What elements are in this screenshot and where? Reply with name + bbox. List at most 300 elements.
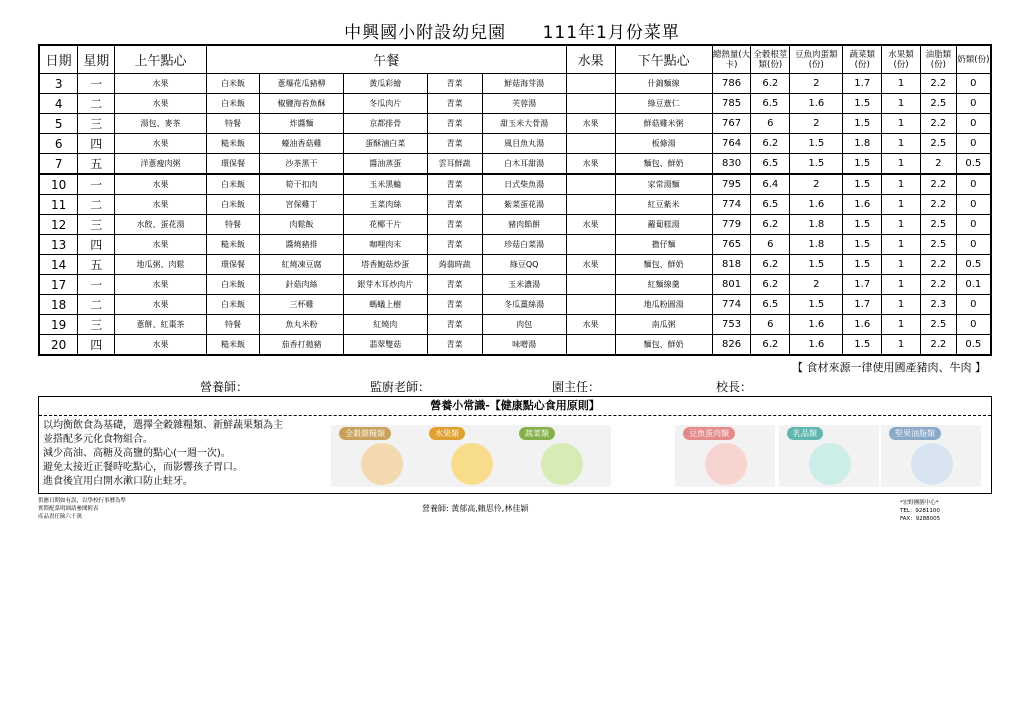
lunch-veg: 青菜: [427, 94, 482, 114]
am-snack: 湯包、麥茶: [115, 114, 207, 134]
fruit: [566, 195, 615, 215]
fruit-portion: 1: [882, 275, 921, 295]
day-date: 19: [39, 315, 78, 335]
food-group-card: [675, 425, 775, 487]
lunch-main: 蔥爆花瓜豬柳: [260, 74, 344, 94]
col-grain: 全穀根莖類(份): [751, 45, 790, 74]
am-snack: 水果: [115, 94, 207, 114]
lunch-main: 魚丸米粉: [260, 315, 344, 335]
calories: 795: [712, 174, 751, 195]
food-group-card: [779, 425, 879, 487]
lunch-main: 針菇肉絲: [260, 275, 344, 295]
sign-supervisor: 監廚老師：: [370, 380, 431, 394]
fruit-portion: 1: [882, 114, 921, 134]
menu-row: [39, 94, 991, 114]
food-group-illustration-icon: [705, 443, 747, 485]
lunch-main: 肉鬆飯: [260, 215, 344, 235]
fruit: [566, 335, 615, 356]
am-snack: 水果: [115, 195, 207, 215]
veg-portion: 1.6: [843, 315, 882, 335]
oil-portion: 2.5: [920, 134, 956, 154]
am-snack: 水餃、蛋花湯: [115, 215, 207, 235]
food-group-card: [331, 425, 431, 487]
lunch-side: 螞蟻上樹: [343, 295, 427, 315]
protein-portion: 1.5: [790, 154, 843, 175]
grain-portion: 6.2: [751, 335, 790, 356]
sign-dietitian: 營養師：: [200, 380, 249, 394]
lunch-soup: 白木耳甜湯: [482, 154, 566, 175]
lunch-side: 玉菜肉絲: [343, 195, 427, 215]
day-weekday: 二: [78, 94, 115, 114]
day-weekday: 二: [78, 195, 115, 215]
menu-table: [38, 44, 992, 356]
pm-snack: 麵包、鮮奶: [615, 335, 712, 356]
fruit: 水果: [566, 114, 615, 134]
day-weekday: 三: [78, 215, 115, 235]
fruit-portion: 1: [882, 295, 921, 315]
protein-portion: 2: [790, 114, 843, 134]
lunch-soup: 芙蓉湯: [482, 94, 566, 114]
oil-portion: 2.3: [920, 295, 956, 315]
fruit-portion: 1: [882, 174, 921, 195]
veg-portion: 1.5: [843, 174, 882, 195]
lunch-staple: 糙米飯: [207, 235, 260, 255]
menu-row: [39, 174, 991, 195]
menu-row: [39, 134, 991, 154]
food-group-illustration-icon: [451, 443, 493, 485]
day-weekday: 三: [78, 114, 115, 134]
calories: 753: [712, 315, 751, 335]
milk-portion: 0.5: [956, 335, 991, 356]
fruit-portion: 1: [882, 154, 921, 175]
lunch-main: 筍干扣肉: [260, 174, 344, 195]
lunch-side: 花椰干片: [343, 215, 427, 235]
day-date: 5: [39, 114, 78, 134]
lunch-veg: 雲耳鮮蔬: [427, 154, 482, 175]
caterer-name: *宏野團膳中心*: [900, 500, 939, 506]
pm-snack: 家常湯麵: [615, 174, 712, 195]
day-date: 10: [39, 174, 78, 195]
fruit: [566, 134, 615, 154]
lunch-main: 紅燒凍豆腐: [260, 255, 344, 275]
lunch-side: 咖哩肉末: [343, 235, 427, 255]
lunch-veg: 青菜: [427, 174, 482, 195]
lunch-main: 蠔油香菇雞: [260, 134, 344, 154]
protein-portion: 2: [790, 174, 843, 195]
menu-row: [39, 295, 991, 315]
food-group-illustration-icon: [361, 443, 403, 485]
day-weekday: 一: [78, 174, 115, 195]
grain-portion: 6.2: [751, 74, 790, 94]
pm-snack: 南瓜粥: [615, 315, 712, 335]
lunch-side: 蛋酥滷白菜: [343, 134, 427, 154]
pm-snack: 板條湯: [615, 134, 712, 154]
food-group-card: [421, 425, 521, 487]
menu-month: 111年1月份菜單: [542, 23, 680, 43]
col-date: 日期: [39, 45, 78, 74]
protein-portion: 1.6: [790, 335, 843, 356]
lunch-veg: 青菜: [427, 235, 482, 255]
day-weekday: 三: [78, 315, 115, 335]
ingredient-source-note: 【 食材來源一律使用國產豬肉、牛肉 】: [792, 361, 986, 374]
milk-portion: 0.1: [956, 275, 991, 295]
pm-snack: 擔仔麵: [615, 235, 712, 255]
oil-portion: 2.5: [920, 215, 956, 235]
caterer-tel: TEL：9281100: [900, 508, 940, 514]
day-weekday: 五: [78, 154, 115, 175]
pm-snack: 什錦麵線: [615, 74, 712, 94]
oil-portion: 2.2: [920, 195, 956, 215]
caterer-fax: FAX：9288005: [900, 516, 941, 522]
menu-row: [39, 275, 991, 295]
veg-portion: 1.7: [843, 275, 882, 295]
day-date: 13: [39, 235, 78, 255]
col-lunch: 午餐: [207, 45, 567, 74]
lunch-main: 宮保雞丁: [260, 195, 344, 215]
fruit: [566, 235, 615, 255]
oil-portion: 2.5: [920, 94, 956, 114]
lunch-veg: 青菜: [427, 215, 482, 235]
col-fruit: 水果: [566, 45, 615, 74]
calories: 786: [712, 74, 751, 94]
fruit: 水果: [566, 315, 615, 335]
pm-snack: 綠豆薏仁: [615, 94, 712, 114]
oil-portion: 2.5: [920, 235, 956, 255]
lunch-side: 玉米黑輪: [343, 174, 427, 195]
footer-right: [900, 499, 940, 523]
calories: 765: [712, 235, 751, 255]
milk-portion: 0.5: [956, 154, 991, 175]
lunch-soup: 珍菇白菜湯: [482, 235, 566, 255]
lunch-veg: 青菜: [427, 335, 482, 356]
lunch-staple: 特餐: [207, 215, 260, 235]
lunch-veg: 青菜: [427, 295, 482, 315]
grain-portion: 6: [751, 235, 790, 255]
lunch-side: 醬油蒸蛋: [343, 154, 427, 175]
fruit: 水果: [566, 154, 615, 175]
protein-portion: 1.6: [790, 94, 843, 114]
calories: 779: [712, 215, 751, 235]
lunch-staple: 特餐: [207, 315, 260, 335]
am-snack: 水果: [115, 235, 207, 255]
milk-portion: 0.5: [956, 255, 991, 275]
day-weekday: 五: [78, 255, 115, 275]
lunch-side: 塔香鮑菇炒蛋: [343, 255, 427, 275]
am-snack: 水果: [115, 174, 207, 195]
milk-portion: 0: [956, 94, 991, 114]
fruit-portion: 1: [882, 215, 921, 235]
milk-portion: 0: [956, 114, 991, 134]
day-date: 14: [39, 255, 78, 275]
menu-row: [39, 114, 991, 134]
milk-portion: 0: [956, 235, 991, 255]
footer-note: 產品責任險六千萬: [38, 514, 83, 520]
page-title: [0, 18, 1024, 43]
milk-portion: 0: [956, 174, 991, 195]
header-row: [39, 45, 991, 74]
day-date: 6: [39, 134, 78, 154]
am-snack: 水果: [115, 134, 207, 154]
veg-portion: 1.5: [843, 335, 882, 356]
lunch-staple: 環保餐: [207, 255, 260, 275]
col-oil: 油脂類(份): [920, 45, 956, 74]
veg-portion: 1.5: [843, 114, 882, 134]
day-date: 11: [39, 195, 78, 215]
pm-snack: 鮮菇雞米粥: [615, 114, 712, 134]
day-date: 20: [39, 335, 78, 356]
lunch-staple: 白米飯: [207, 295, 260, 315]
veg-portion: 1.5: [843, 235, 882, 255]
am-snack: 水果: [115, 74, 207, 94]
milk-portion: 0: [956, 195, 991, 215]
lunch-main: 炸醬麵: [260, 114, 344, 134]
lunch-soup: 風目魚丸湯: [482, 134, 566, 154]
col-protein: 豆魚肉蛋類(份): [790, 45, 843, 74]
protein-portion: 1.5: [790, 255, 843, 275]
menu-row: [39, 235, 991, 255]
lunch-main: 醬燒豬排: [260, 235, 344, 255]
am-snack: 水果: [115, 335, 207, 356]
tip-line: 以均衡飲食為基礎，選擇全穀雜糧類、新鮮蔬果類為主: [43, 420, 283, 431]
oil-portion: 2.2: [920, 255, 956, 275]
food-group-label: 豆魚蛋肉類: [683, 427, 735, 440]
col-fruit-portion: 水果類(份): [882, 45, 921, 74]
pm-snack: 地瓜粉圓湯: [615, 295, 712, 315]
veg-portion: 1.6: [843, 195, 882, 215]
day-date: 17: [39, 275, 78, 295]
fruit-portion: 1: [882, 235, 921, 255]
oil-portion: 2.2: [920, 335, 956, 356]
pm-snack: 蘿蔔糕湯: [615, 215, 712, 235]
calories: 801: [712, 275, 751, 295]
grain-portion: 6.5: [751, 94, 790, 114]
calories: 785: [712, 94, 751, 114]
lunch-veg: 青菜: [427, 134, 482, 154]
lunch-soup: 玉米濃湯: [482, 275, 566, 295]
protein-portion: 1.8: [790, 235, 843, 255]
col-veg: 蔬菜類(份): [843, 45, 882, 74]
lunch-main: 椒鹽海苔魚酥: [260, 94, 344, 114]
tips-text: [43, 419, 283, 489]
lunch-staple: 白米飯: [207, 275, 260, 295]
grain-portion: 6.2: [751, 275, 790, 295]
protein-portion: 1.6: [790, 315, 843, 335]
sign-director: 園主任：: [552, 380, 601, 394]
food-group-illustration-icon: [809, 443, 851, 485]
fruit-portion: 1: [882, 94, 921, 114]
grain-portion: 6.2: [751, 215, 790, 235]
lunch-staple: 白米飯: [207, 174, 260, 195]
oil-portion: 2.2: [920, 74, 956, 94]
lunch-main: 沙茶黑干: [260, 154, 344, 175]
veg-portion: 1.5: [843, 255, 882, 275]
day-date: 7: [39, 154, 78, 175]
fruit: [566, 275, 615, 295]
fruit-portion: 1: [882, 134, 921, 154]
pm-snack: 麵包、鮮奶: [615, 154, 712, 175]
lunch-soup: 綠豆QQ: [482, 255, 566, 275]
day-weekday: 四: [78, 335, 115, 356]
menu-row: [39, 74, 991, 94]
lunch-staple: 特餐: [207, 114, 260, 134]
tip-line: 避免太接近正餐時吃點心，而影響孩子胃口。: [43, 462, 243, 473]
oil-portion: 2.2: [920, 174, 956, 195]
nutrition-tips-box: [38, 396, 992, 494]
lunch-soup: 冬瓜薑絲湯: [482, 295, 566, 315]
fruit: [566, 174, 615, 195]
day-weekday: 四: [78, 235, 115, 255]
lunch-soup: 日式柴魚湯: [482, 174, 566, 195]
menu-row: [39, 315, 991, 335]
am-snack: 洋蔥瘦肉粥: [115, 154, 207, 175]
veg-portion: 1.5: [843, 94, 882, 114]
veg-portion: 1.8: [843, 134, 882, 154]
day-weekday: 二: [78, 295, 115, 315]
lunch-side: 冬瓜肉片: [343, 94, 427, 114]
lunch-side: 翡翠雙菇: [343, 335, 427, 356]
veg-portion: 1.7: [843, 74, 882, 94]
day-date: 4: [39, 94, 78, 114]
lunch-staple: 環保餐: [207, 154, 260, 175]
school-name: 中興國小附設幼兒園: [344, 23, 507, 43]
protein-portion: 2: [790, 275, 843, 295]
lunch-staple: 白米飯: [207, 74, 260, 94]
lunch-staple: 糙米飯: [207, 134, 260, 154]
milk-portion: 0: [956, 74, 991, 94]
oil-portion: 2.2: [920, 275, 956, 295]
food-group-label: 全穀雜糧類: [339, 427, 391, 440]
footer-note: 供應日期如有誤，以學校行事曆為準: [38, 498, 127, 504]
fruit: [566, 94, 615, 114]
oil-portion: 2.5: [920, 315, 956, 335]
food-group-illustration-icon: [541, 443, 583, 485]
food-group-label: 堅果油脂類: [889, 427, 941, 440]
lunch-veg: 青菜: [427, 275, 482, 295]
am-snack: 地瓜粥、肉鬆: [115, 255, 207, 275]
day-weekday: 一: [78, 275, 115, 295]
food-group-label: 水果類: [429, 427, 465, 440]
footer-dietitians: 營養師: 黃郁高,賴思伶,林佳穎: [422, 504, 529, 513]
food-group-card: [511, 425, 611, 487]
lunch-soup: 紫菜蛋花湯: [482, 195, 566, 215]
calories: 818: [712, 255, 751, 275]
tip-line: 進食後宜用白開水漱口防止蛀牙。: [43, 476, 193, 487]
fruit: [566, 74, 615, 94]
lunch-veg: 青菜: [427, 74, 482, 94]
menu-row: [39, 195, 991, 215]
calories: 826: [712, 335, 751, 356]
food-group-label: 蔬菜類: [519, 427, 555, 440]
food-group-illustration-icon: [911, 443, 953, 485]
calories: 767: [712, 114, 751, 134]
menu-row: [39, 215, 991, 235]
col-weekday: 星期: [78, 45, 115, 74]
lunch-soup: 鮮菇海芽湯: [482, 74, 566, 94]
lunch-staple: 白米飯: [207, 195, 260, 215]
lunch-side: 紅燒肉: [343, 315, 427, 335]
lunch-soup: 豬肉餡餅: [482, 215, 566, 235]
milk-portion: 0: [956, 315, 991, 335]
grain-portion: 6.2: [751, 134, 790, 154]
lunch-veg: 青菜: [427, 195, 482, 215]
lunch-veg: 青菜: [427, 315, 482, 335]
fruit-portion: 1: [882, 195, 921, 215]
fruit-portion: 1: [882, 255, 921, 275]
grain-portion: 6.5: [751, 195, 790, 215]
lunch-soup: 甜玉米大骨湯: [482, 114, 566, 134]
fruit-portion: 1: [882, 335, 921, 356]
fruit: [566, 295, 615, 315]
grain-portion: 6: [751, 114, 790, 134]
sign-principal: 校長：: [716, 380, 753, 394]
oil-portion: 2.2: [920, 114, 956, 134]
day-date: 3: [39, 74, 78, 94]
milk-portion: 0: [956, 134, 991, 154]
lunch-main: 三杯雞: [260, 295, 344, 315]
col-pm-snack: 下午點心: [615, 45, 712, 74]
protein-portion: 1.5: [790, 295, 843, 315]
day-weekday: 四: [78, 134, 115, 154]
grain-portion: 6: [751, 315, 790, 335]
grain-portion: 6.4: [751, 174, 790, 195]
protein-portion: 1.5: [790, 134, 843, 154]
veg-portion: 1.5: [843, 154, 882, 175]
lunch-veg: 青菜: [427, 114, 482, 134]
veg-portion: 1.5: [843, 215, 882, 235]
protein-portion: 1.8: [790, 215, 843, 235]
day-date: 12: [39, 215, 78, 235]
am-snack: 蔥餅、紅棗茶: [115, 315, 207, 335]
footer-note: 實際配菜明細請參閱附表: [38, 506, 99, 512]
footer-left: [38, 497, 126, 521]
protein-portion: 2: [790, 74, 843, 94]
tip-line: 並搭配多元化食物組合。: [43, 434, 153, 445]
lunch-staple: 糙米飯: [207, 335, 260, 356]
day-weekday: 一: [78, 74, 115, 94]
am-snack: 水果: [115, 295, 207, 315]
pm-snack: 麵包、鮮奶: [615, 255, 712, 275]
lunch-soup: 肉包: [482, 315, 566, 335]
calories: 830: [712, 154, 751, 175]
lunch-side: 黃瓜彩繪: [343, 74, 427, 94]
lunch-side: 京都排骨: [343, 114, 427, 134]
col-am-snack: 上午點心: [115, 45, 207, 74]
grain-portion: 6.2: [751, 255, 790, 275]
tip-line: 減少高油、高糖及高鹽的點心(一週一次)。: [43, 448, 231, 459]
pm-snack: 紅豆紫米: [615, 195, 712, 215]
oil-portion: 2: [920, 154, 956, 175]
day-date: 18: [39, 295, 78, 315]
food-group-card: [881, 425, 981, 487]
fruit-portion: 1: [882, 315, 921, 335]
calories: 774: [712, 195, 751, 215]
col-milk: 奶類(份): [956, 45, 991, 74]
calories: 774: [712, 295, 751, 315]
pm-snack: 紅麵線羹: [615, 275, 712, 295]
calories: 764: [712, 134, 751, 154]
veg-portion: 1.7: [843, 295, 882, 315]
fruit-portion: 1: [882, 74, 921, 94]
tips-heading: 營養小常識-【健康點心食用原則】: [39, 397, 991, 416]
milk-portion: 0: [956, 295, 991, 315]
protein-portion: 1.6: [790, 195, 843, 215]
lunch-soup: 味噌湯: [482, 335, 566, 356]
milk-portion: 0: [956, 215, 991, 235]
lunch-main: 茄香打拋豬: [260, 335, 344, 356]
am-snack: 水果: [115, 275, 207, 295]
menu-row: [39, 255, 991, 275]
fruit: 水果: [566, 215, 615, 235]
